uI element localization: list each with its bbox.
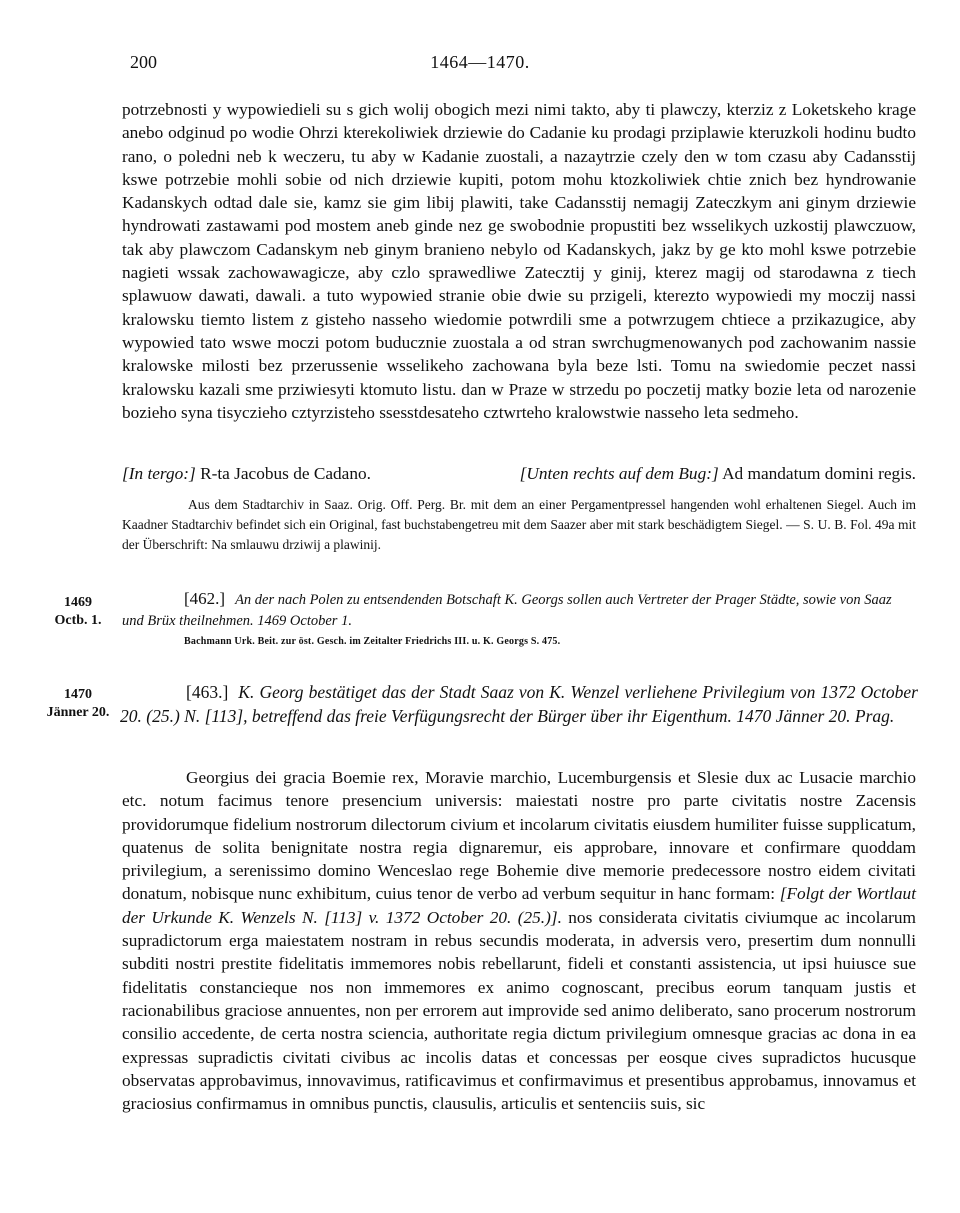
source-note-462: Bachmann Urk. Beit. zur öst. Gesch. im Zeitalter Friedrichs III. u. K. Georgs S. 475. bbox=[184, 636, 561, 647]
margin-year: 1469 bbox=[64, 595, 92, 610]
regest-text: An der nach Polen zu entsendenden Botschaft K. Georgs sollen auch Vertreter der Prager Städte, sowie von Saaz und Brüx theilnehmen. 1469 October 1. bbox=[122, 592, 892, 629]
margin-year: 1470 bbox=[64, 687, 92, 702]
document-end-text bbox=[122, 98, 916, 424]
page-header bbox=[0, 52, 960, 78]
margin-date-463 bbox=[38, 686, 118, 722]
margin-day: Jänner 20. bbox=[46, 705, 110, 720]
dorsal-text-2: Ad mandatum domini regis. bbox=[722, 464, 916, 483]
charter-editorial-insert: [Folgt der Wortlaut der Urkunde K. Wenzels N. [113] v. 1372 October 20. (25.)]. bbox=[122, 884, 916, 927]
charter-paragraph bbox=[122, 766, 916, 1115]
dorsal-note-right bbox=[520, 462, 916, 485]
entry-number: [462.] bbox=[184, 589, 226, 608]
charter-text-part-1: Georgius dei gracia Boemie rex, Moravie marchio, Lucemburgensis et Slesie dux ac Lusacie marchio etc. notum facimus tenore presencium universis: maiestati nostre pro parte civitatis nostre Zacensis providorumque fidelium nostrorum dilectorum civium et incolarum civitatis eiusdem humiliter fuisse supplicatum, quatenus de solita benignitate nostra regia dignaremur, eis approbare, innovare et confirmare quoddam privilegium, a serenissimo domino Wenceslao rege Bohemie dive memorie predecessore nostro eidem civitati donatum, nobisque nunc exhibitum, cuius tenor de verbo ad verbum sequitur in hanc formam: bbox=[122, 768, 916, 904]
regest-text: K. Georg bestätiget das der Stadt Saaz von K. Wenzel verliehene Privilegium von 1372 October 20. (25.) N. [113], betreffend das freie Verfügungsrecht der Bürger über ihr Eigenthum. 1470 Jänner 20. Prag. bbox=[120, 682, 918, 726]
document-end-paragraph: potrzebnosti y wypowiedieli su s gich wolij obogich mezi nimi takto, aby ti plawczy, kterziz z Loketskeho krage anebo odginud po wodie Ohrzi kterekoliwiek drziewie do Cadanie ku prodagi prziplawie kteruzkoli hodinu budto rano, o poledni neb k weczeru, tu aby w Kadanie zuostali, a nazaytrzie czely den w tom czasu aby Cadansstij kswe potrzebie mohli sobie od nich drziewie kupiti, potom mohu ktozkoliwiek chtie znich bez hyndrowanie Kadanskych odtad dale sie, kamz sie gim libij plawiti, take Cadansstij nemagij Zateczkym ani ginym drziewie hyndrowati zastawami pod mostem aneb ginde nez ge swobodnie propustiti bez wsselikych uzkostij plawczuow, tak aby plawczom Cadanskym neb ginym branieno nebylo od Kadanskych, jakz by ge kto mohl kswe potrzebie nagieti wssak zachowawagicze, aby czlo sprawedliwe Zatecztij y ginij, kterez magij od starodawna z tiech splawuow dawati, dawali. a tuto wypowied stranie obie dwie su przigeli, kterezto wypowiedi my moczij nassi kralowsku tiemto listem z gisteho nasseho wiedomie potwrdili sme a potwrzugem chtiece a przikazugice, aby wypowied tato wswe moczi potom buducznie zuostala a od stran swrchugmenowanych pod zachowanim nassie kralowske milosti bez przerussenie wsselikeho zachowana byla beze lsti. Tomu na swiedomie peczet nassi kralowsku kazali sme prziwiesyti ktomuto listu. dan w Praze w strzedu po poczetij matky bozie leta od narozenie bozieho syna tisyczieho cztyrzisteho ssesstdesateho cztwrteho kralowstwie nasseho leta sedmeho. bbox=[122, 100, 916, 422]
entry-number: [463.] bbox=[186, 682, 229, 702]
margin-day: Octb. 1. bbox=[54, 613, 102, 628]
running-head: 1464—1470. bbox=[430, 52, 530, 72]
regest-462 bbox=[122, 588, 916, 632]
dorsal-label: [In tergo:] bbox=[122, 464, 196, 483]
dorsal-notes bbox=[122, 462, 916, 485]
charter-text-part-2: nos considerata civitatis civiumque ac incolarum supradictorum erga maiestatem nostram in rebus secundis moderata, in adversis vero, presertim dum nonnulli subditi nostri prestite fidelitatis immemores nobis rebellarunt, fideli et constanti assistencia, ut ipsi huiusce sue fidelitatis constancieque nos non immemores ex animo cognoscant, precibus eorum tanquam justis et racionabilibus graciose annuentes, non per errorem aut improvide sed animo deliberato, sano procerum nostrorum consilio accedente, de certa nostra sciencia, authoritate regia dictum privilegium omnesque gracias ac dona in ea expressas supradictis civitati civibus ac incolis datas et concessas per eosque cives supradictos hucusque observatas approbavimus, innovavimus, ratificavimus et confirmavimus et presentibus approbamus, innovamus et graciosius confirmamus in omnibus punctis, clausulis, articulis et sentenciis suis, sic bbox=[122, 907, 916, 1114]
regest-463 bbox=[120, 680, 918, 728]
archive-note-text: Aus dem Stadtarchiv in Saaz. Orig. Off. Perg. Br. mit dem an einer Pergamentpressel hangenden wohl erhaltenen Siegel. Auch im Kaadner Stadtarchiv befindet sich ein Original, fast buchstabengetreu mit dem Saazer aber mit stark beschädigtem Siegel. — S. U. B. Fol. 49a mit der Überschrift: Na smlauwu drziwij a plawinij. bbox=[122, 497, 916, 552]
dorsal-label-2: [Unten rechts auf dem Bug:] bbox=[519, 464, 719, 483]
margin-date-462 bbox=[38, 594, 118, 630]
charter-text-463 bbox=[122, 766, 916, 1115]
archive-note bbox=[122, 495, 916, 555]
dorsal-text: R-ta Jacobus de Cadano. bbox=[200, 464, 371, 483]
dorsal-note-left bbox=[122, 462, 371, 485]
page-number: 200 bbox=[130, 52, 157, 72]
